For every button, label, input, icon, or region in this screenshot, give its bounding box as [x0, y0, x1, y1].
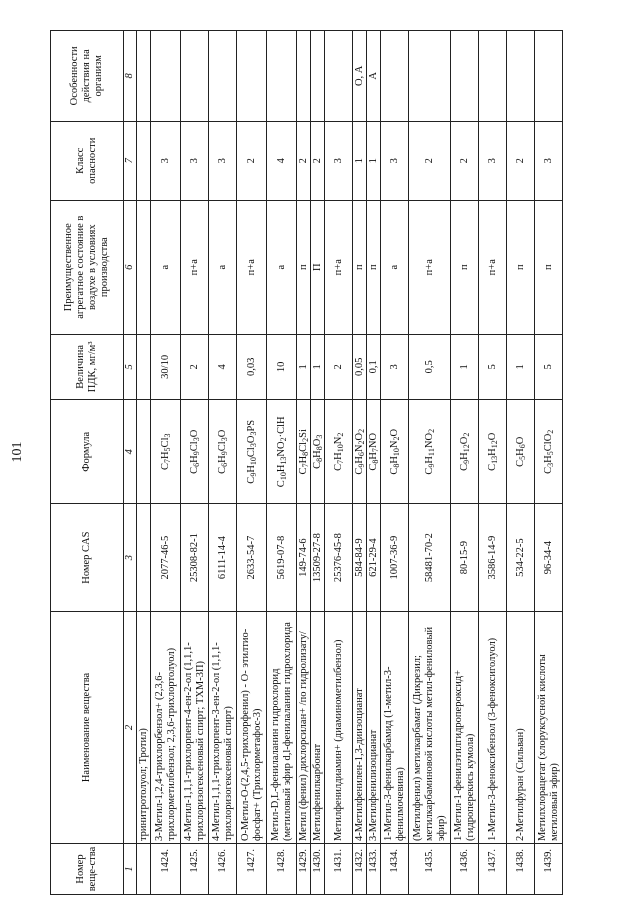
table-row — [151, 31, 181, 895]
substance-name: тринитротолуол; Тротил) — [137, 611, 151, 843]
formula: $C_5H_6O$ — [507, 400, 535, 504]
substance-number: 1430. — [311, 844, 325, 895]
substance-number: 1439. — [535, 844, 563, 895]
hazard-class — [137, 121, 151, 200]
aggregate-state: п — [535, 200, 563, 334]
document-page — [50, 30, 640, 895]
pdk-value: 0,1 — [367, 334, 381, 400]
aggregate-state: п+а — [479, 200, 507, 334]
aggregate-state: а — [267, 200, 297, 334]
table-row — [311, 31, 325, 895]
substance-number: 1435. — [409, 844, 451, 895]
action-features — [209, 31, 237, 122]
action-features — [311, 31, 325, 122]
action-features — [181, 31, 209, 122]
formula: $C_8H_8O_3$ — [311, 400, 325, 504]
table-row — [209, 31, 237, 895]
action-features: О, А — [353, 31, 367, 122]
cas-number: 584-84-9 — [353, 504, 367, 612]
substance-name: 2-Метилфуран (Сильван) — [507, 611, 535, 843]
pdk-value: 5 — [479, 334, 507, 400]
formula: $C_{13}H_{12}O$ — [479, 400, 507, 504]
pdk-value: 0,03 — [237, 334, 267, 400]
table-row — [409, 31, 451, 895]
substance-name: О-Метил-О-(2,4,5-трихлорфенил) - О- этилтио-фосфат+ (Трихлорметафос-3) — [237, 611, 267, 843]
action-features — [151, 31, 181, 122]
hazard-class: 3 — [209, 121, 237, 200]
table-header-row — [51, 31, 124, 895]
action-features — [479, 31, 507, 122]
column-number: 4 — [124, 400, 137, 504]
table-row — [137, 31, 151, 895]
table-row — [237, 31, 267, 895]
substance-name: 3-Метилфенилизоцианат — [367, 611, 381, 843]
pdk-value: 10 — [267, 334, 297, 400]
column-number: 7 — [124, 121, 137, 200]
table-row — [535, 31, 563, 895]
table-row — [297, 31, 311, 895]
hazard-class: 1 — [353, 121, 367, 200]
aggregate-state: п — [297, 200, 311, 334]
aggregate-state: п — [353, 200, 367, 334]
formula — [137, 400, 151, 504]
substance-number — [137, 844, 151, 895]
aggregate-state: а — [151, 200, 181, 334]
substance-number: 1431. — [325, 844, 353, 895]
table-row — [353, 31, 367, 895]
substance-name: Метилхлорацетат (хлоруксусной кислоты метиловый эфир) — [535, 611, 563, 843]
pdk-value: 3 — [381, 334, 409, 400]
cas-number: 5619-07-8 — [267, 504, 297, 612]
aggregate-state: П — [311, 200, 325, 334]
substance-number: 1437. — [479, 844, 507, 895]
substance-name: 1-Метил-3-феноксибензол (3-феноксиголуол) — [479, 611, 507, 843]
header-number: Номер веще-ства — [51, 844, 124, 895]
formula: $C_8H_7NO$ — [367, 400, 381, 504]
header-pdk: Величина ПДК, мг/м³ — [51, 334, 124, 400]
pdk-value — [137, 334, 151, 400]
substance-name: 4-Метилфенилен-1,3-диизоцианат — [353, 611, 367, 843]
pdk-value: 30/10 — [151, 334, 181, 400]
action-features — [409, 31, 451, 122]
cas-number: 534-22-5 — [507, 504, 535, 612]
formula: $C_9H_{12}O_2$ — [451, 400, 479, 504]
column-number: 5 — [124, 334, 137, 400]
header-class: Класс опасности — [51, 121, 124, 200]
hazard-class: 3 — [325, 121, 353, 200]
substance-number: 1436. — [451, 844, 479, 895]
cas-number: 149-74-6 — [297, 504, 311, 612]
formula: $C_9H_6N_2O_2$ — [353, 400, 367, 504]
substance-number: 1426. — [209, 844, 237, 895]
header-cas: Номер CAS — [51, 504, 124, 612]
substance-name: (Метилфенил) метилкарбамат (Дикрезил; метилкарбаминовой кислоты метил-фениловый эфир) — [409, 611, 451, 843]
action-features — [325, 31, 353, 122]
aggregate-state — [137, 200, 151, 334]
column-number-row — [124, 31, 137, 895]
header-name: Наименование вещества — [51, 611, 124, 843]
table-row — [479, 31, 507, 895]
substance-number: 1429. — [297, 844, 311, 895]
cas-number: 2077-46-5 — [151, 504, 181, 612]
hazard-class: 1 — [367, 121, 381, 200]
cas-number — [137, 504, 151, 612]
hazard-class: 2 — [311, 121, 325, 200]
pdk-value: 1 — [451, 334, 479, 400]
action-features — [267, 31, 297, 122]
cas-number: 25376-45-8 — [325, 504, 353, 612]
pdk-value: 1 — [507, 334, 535, 400]
aggregate-state: п+а — [325, 200, 353, 334]
pdk-value: 4 — [209, 334, 237, 400]
substance-number: 1425. — [181, 844, 209, 895]
substance-number: 1433. — [367, 844, 381, 895]
hazard-class: 2 — [297, 121, 311, 200]
hazard-class: 3 — [479, 121, 507, 200]
cas-number: 25308-82-1 — [181, 504, 209, 612]
hazard-class: 3 — [535, 121, 563, 200]
substance-name: 4-Метил-1,1,1-трихлорпент-4-ен-2-ол (1,1,1-трихлоризогексеновый спирт; ТХМ-3П) — [181, 611, 209, 843]
cas-number: 80-15-9 — [451, 504, 479, 612]
pdk-value: 2 — [325, 334, 353, 400]
aggregate-state: п — [451, 200, 479, 334]
hazard-class: 2 — [409, 121, 451, 200]
action-features: А — [367, 31, 381, 122]
substance-number: 1434. — [381, 844, 409, 895]
aggregate-state: п — [367, 200, 381, 334]
cas-number: 13509-27-8 — [311, 504, 325, 612]
hazard-class: 3 — [151, 121, 181, 200]
action-features — [381, 31, 409, 122]
aggregate-state: п+а — [181, 200, 209, 334]
pdk-value: 5 — [535, 334, 563, 400]
cas-number: 58481-70-2 — [409, 504, 451, 612]
formula: $C_9H_{10}Cl_3O_3PS$ — [237, 400, 267, 504]
aggregate-state: п — [507, 200, 535, 334]
substance-number: 1424. — [151, 844, 181, 895]
hazard-class: 4 — [267, 121, 297, 200]
cas-number: 6111-14-4 — [209, 504, 237, 612]
header-features: Особенности действия на организм — [51, 31, 124, 122]
substance-number: 1428. — [267, 844, 297, 895]
cas-number: 1007-36-9 — [381, 504, 409, 612]
header-formula: Формула — [51, 400, 124, 504]
substance-name: 3-Метил-1,2,4-трихлорбензол+ (2,3,6-трихлорметилбензол; 2,3,6-трихлортолуол) — [151, 611, 181, 843]
aggregate-state: а — [209, 200, 237, 334]
column-number: 6 — [124, 200, 137, 334]
hazard-class: 3 — [381, 121, 409, 200]
substance-name: Метилфенилдиамин+ (диаминометилбензол) — [325, 611, 353, 843]
formula: $C_7H_5Cl_3$ — [151, 400, 181, 504]
substance-name: 4-Метил-1,1,1-трихлорпент-3-ен-2-ол (1,1,1-трихлоризогексеновый спирт) — [209, 611, 237, 843]
substance-name: Метил (фенил) дихлорсилан+ /по гидролизату/ — [297, 611, 311, 843]
formula: $C_{10}H_{13}NO_2\cdot ClH$ — [267, 400, 297, 504]
substance-name: Метил-D,L-фенилаланин гидрохлорид (метиловый эфир d,l-фенилаланин гидрохлорида — [267, 611, 297, 843]
pdk-value: 1 — [297, 334, 311, 400]
hazard-class: 2 — [507, 121, 535, 200]
action-features — [237, 31, 267, 122]
action-features — [507, 31, 535, 122]
substance-number: 1427. — [237, 844, 267, 895]
column-number: 1 — [124, 844, 137, 895]
pdk-value: 0,5 — [409, 334, 451, 400]
formula: $C_3H_5ClO_2$ — [535, 400, 563, 504]
action-features — [137, 31, 151, 122]
substance-number: 1438. — [507, 844, 535, 895]
table-row — [507, 31, 535, 895]
substances-table — [50, 30, 563, 895]
table-row — [325, 31, 353, 895]
pdk-value: 1 — [311, 334, 325, 400]
pdk-value: 0,05 — [353, 334, 367, 400]
aggregate-state: п+а — [237, 200, 267, 334]
action-features — [451, 31, 479, 122]
hazard-class: 3 — [181, 121, 209, 200]
formula: $C_6H_9Cl_3O$ — [181, 400, 209, 504]
table-row — [451, 31, 479, 895]
cas-number: 621-29-4 — [367, 504, 381, 612]
substance-name: Метилфенилкарбонат — [311, 611, 325, 843]
column-number: 3 — [124, 504, 137, 612]
aggregate-state: а — [381, 200, 409, 334]
substance-number: 1432. — [353, 844, 367, 895]
page-number: 101 — [10, 441, 25, 463]
substance-name: 1-Метил-1-фенилэтилгидропероксид+ (гидроперекись кумола) — [451, 611, 479, 843]
table-row — [267, 31, 297, 895]
aggregate-state: п+а — [409, 200, 451, 334]
formula: $C_8H_{10}N_2O$ — [381, 400, 409, 504]
table-row — [181, 31, 209, 895]
cas-number: 96-34-4 — [535, 504, 563, 612]
column-number: 2 — [124, 611, 137, 843]
cas-number: 3586-14-9 — [479, 504, 507, 612]
action-features — [535, 31, 563, 122]
formula: $C_7H_8Cl_2Si$ — [297, 400, 311, 504]
substance-name: 1-Метил-3-фенилкарбамид (1-метил-3-фенилмочевина) — [381, 611, 409, 843]
table-row — [367, 31, 381, 895]
hazard-class: 2 — [451, 121, 479, 200]
pdk-value: 2 — [181, 334, 209, 400]
action-features — [297, 31, 311, 122]
cas-number: 2633-54-7 — [237, 504, 267, 612]
table-row — [381, 31, 409, 895]
hazard-class: 2 — [237, 121, 267, 200]
formula: $C_6H_9Cl_3O$ — [209, 400, 237, 504]
header-state: Преимущественное агрегатное состояние в воздухе в условиях производства — [51, 200, 124, 334]
formula: $C_7H_{10}N_2$ — [325, 400, 353, 504]
formula: $C_9H_{11}NO_2$ — [409, 400, 451, 504]
column-number: 8 — [124, 31, 137, 122]
